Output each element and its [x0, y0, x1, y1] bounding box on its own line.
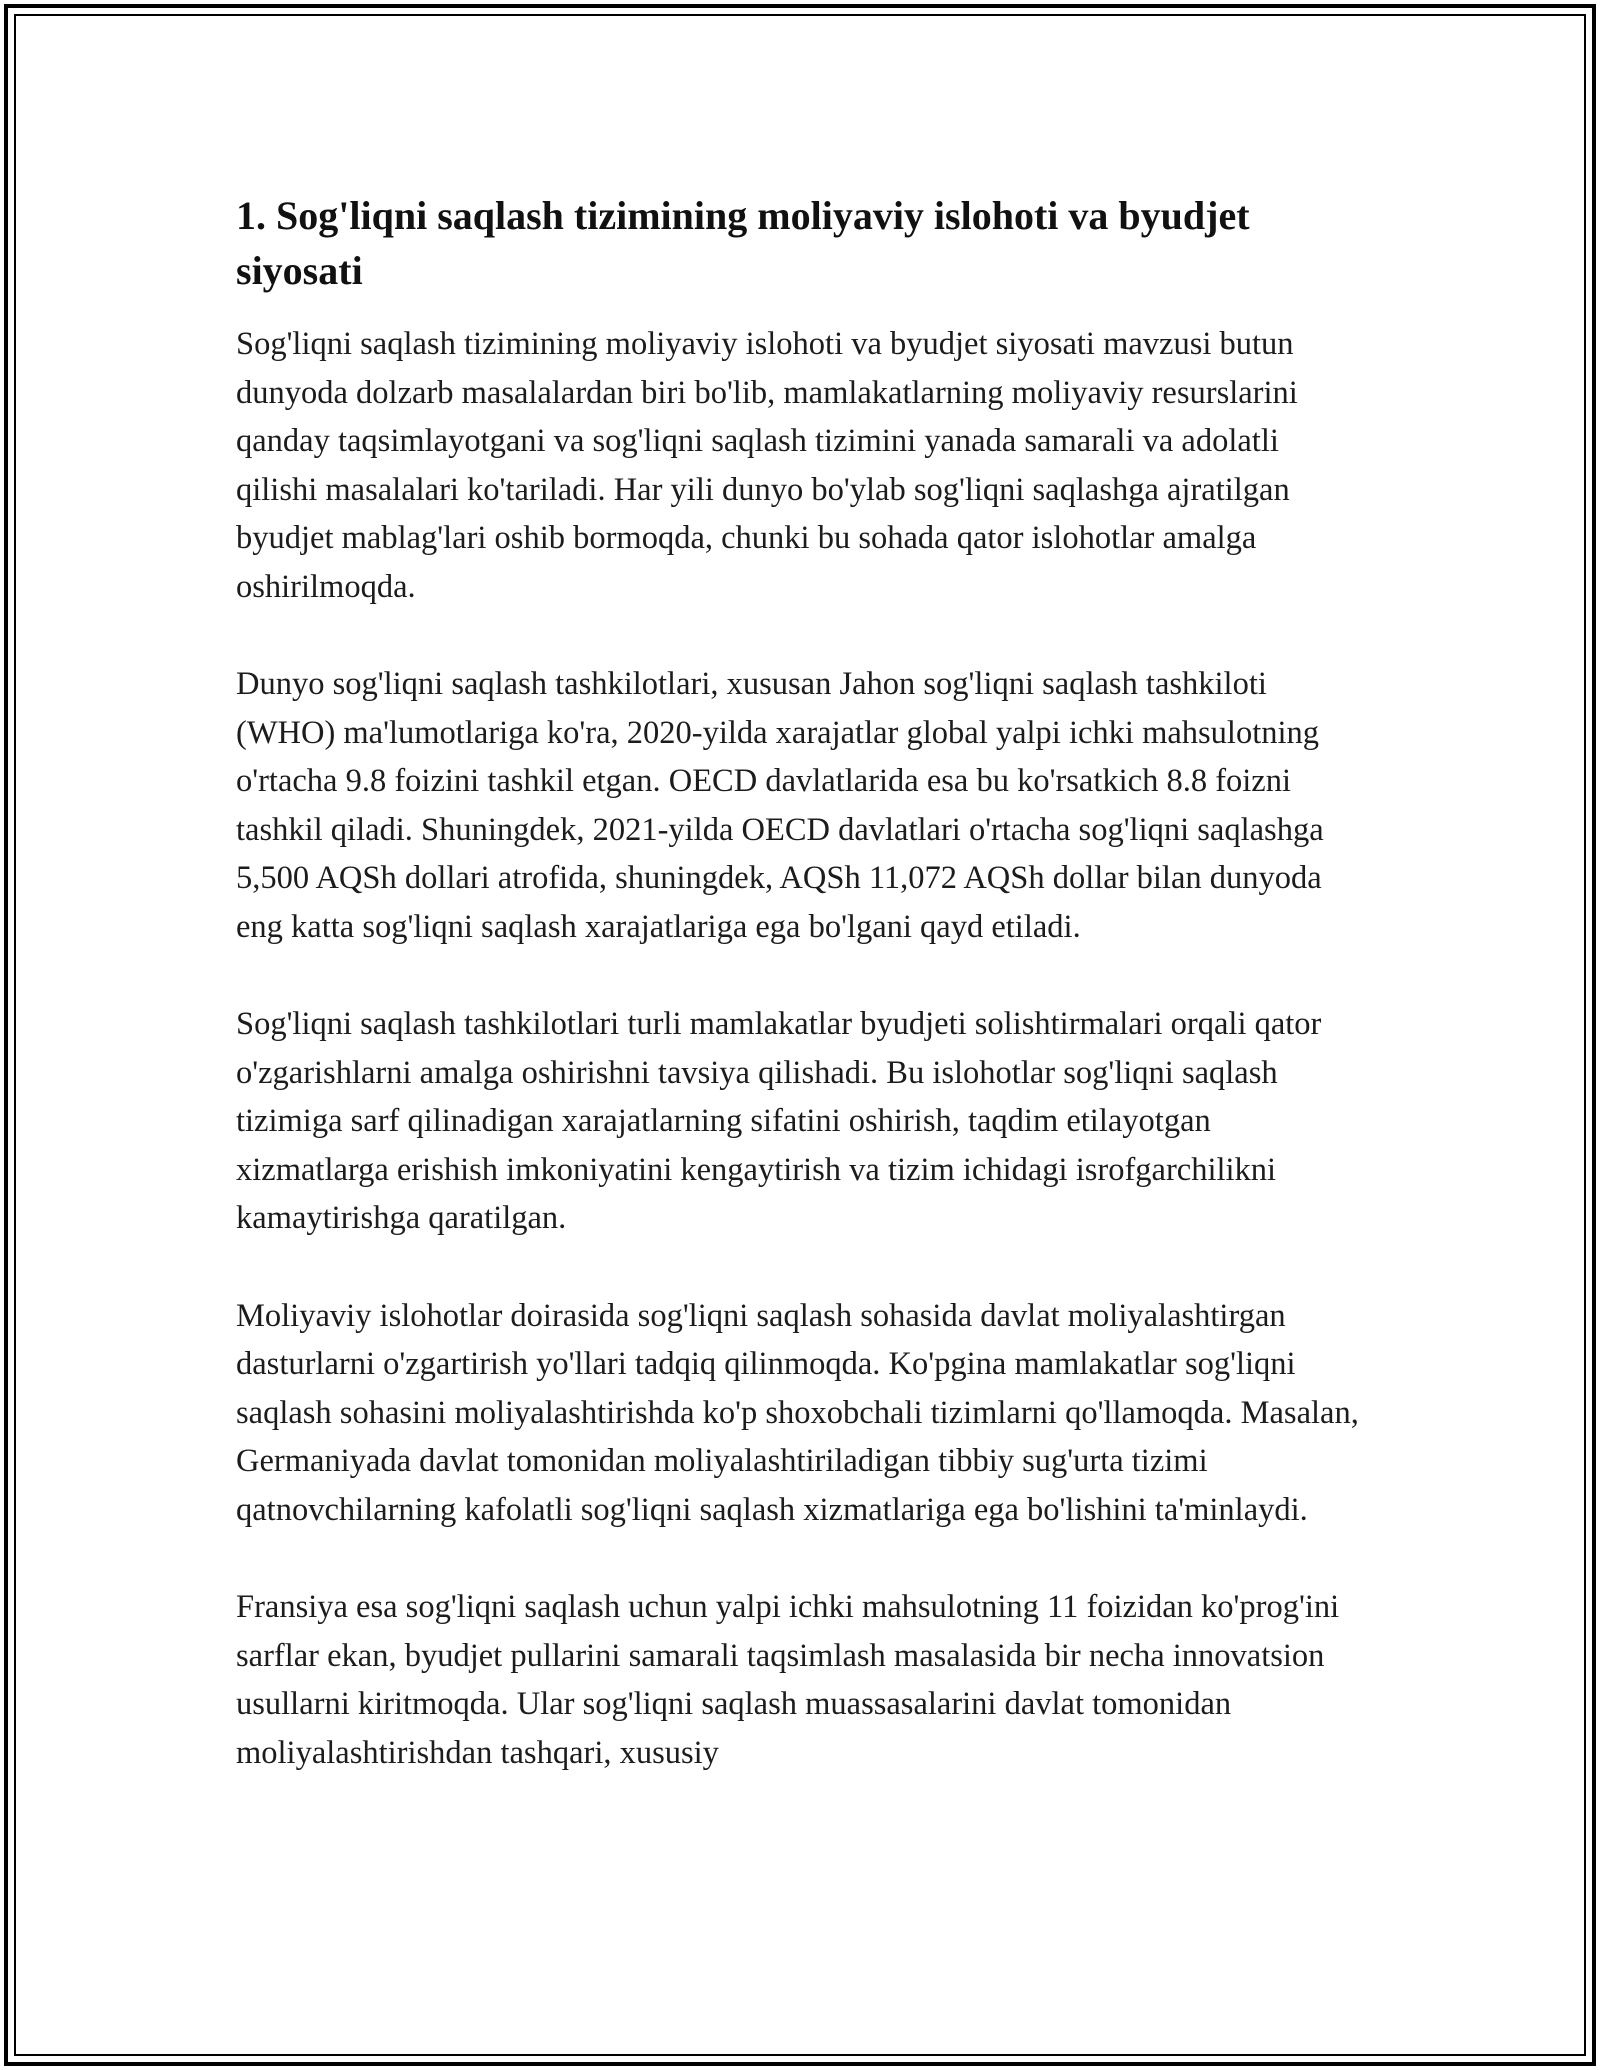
document-body	[236, 188, 1366, 1777]
paragraph-5: Fransiya esa sog'liqni saqlash uchun yalpi ichki mahsulotning 11 foizidan ko'prog'ini sarflar ekan, byudjet pullarini samarali taqsimlash masalasida bir necha innovatsion usullarni kiritmoqda. Ular sog'liqni saqlash muassasalarini davlat tomonidan moliyalashtirishdan tashqari, xususiy	[236, 1589, 1340, 1771]
paragraph-1: Sog'liqni saqlash tizimining moliyaviy islohoti va byudjet siyosati mavzusi butun dunyoda dolzarb masalalardan biri bo'lib, mamlakatlarning moliyaviy resurslarini qanday taqsimlayotgani va sog'liqni saqlash tizimini yanada samarali va adolatli qilishi masalalari ko'tariladi. Har yili dunyo bo'ylab sog'liqni saqlashga ajratilgan byudjet mablag'lari oshib bormoqda, chunki bu sohada qator islohotlar amalga oshirilmoqda.	[236, 326, 1298, 605]
paragraph-4: Moliyaviy islohotlar doirasida sog'liqni saqlash sohasida davlat moliyalashtirgan dasturlarni o'zgartirish yo'llari tadqiq qilinmoqda. Ko'pgina mamlakatlar sog'liqni saqlash sohasini moliyalashtirishda ko'p shoxobchali tizimlarni qo'llamoqda. Masalan, Germaniyada davlat tomonidan moliyalashtiriladigan tibbiy sug'urta tizimi qatnovchilarning kafolatli sog'liqni saqlash xizmatlariga ega bo'lishini ta'minlaydi.	[236, 1297, 1359, 1528]
section-heading: 1. Sog'liqni saqlash tizimining moliyaviy islohoti va byudjet siyosati	[236, 193, 1250, 293]
paragraph-2: Dunyo sog'liqni saqlash tashkilotlari, xususan Jahon sog'liqni saqlash tashkiloti (WHO) ma'lumotlariga ko'ra, 2020-yilda xarajatlar global yalpi ichki mahsulotning o'rtacha 9.8 foizini tashkil etgan. OECD davlatlarida esa bu ko'rsatkich 8.8 foizni tashkil qiladi. Shuningdek, 2021-yilda OECD davlatlari o'rtacha sog'liqni saqlashga 5,500 AQSh dollari atrofida, shuningdek, AQSh 11,072 AQSh dollar bilan dunyoda eng katta sog'liqni saqlash xarajatlariga ega bo'lgani qayd etiladi.	[236, 666, 1324, 945]
paragraph-3: Sog'liqni saqlash tashkilotlari turli mamlakatlar byudjeti solishtirmalari orqali qator o'zgarishlarni amalga oshirishni tavsiya qilishadi. Bu islohotlar sog'liqni saqlash tizimiga sarf qilinadigan xarajatlarning sifatini oshirish, taqdim etilayotgan xizmatlarga erishish imkoniyatini kengaytirish va tizim ichidagi isrofgarchilikni kamaytirishga qaratilgan.	[236, 1006, 1322, 1236]
